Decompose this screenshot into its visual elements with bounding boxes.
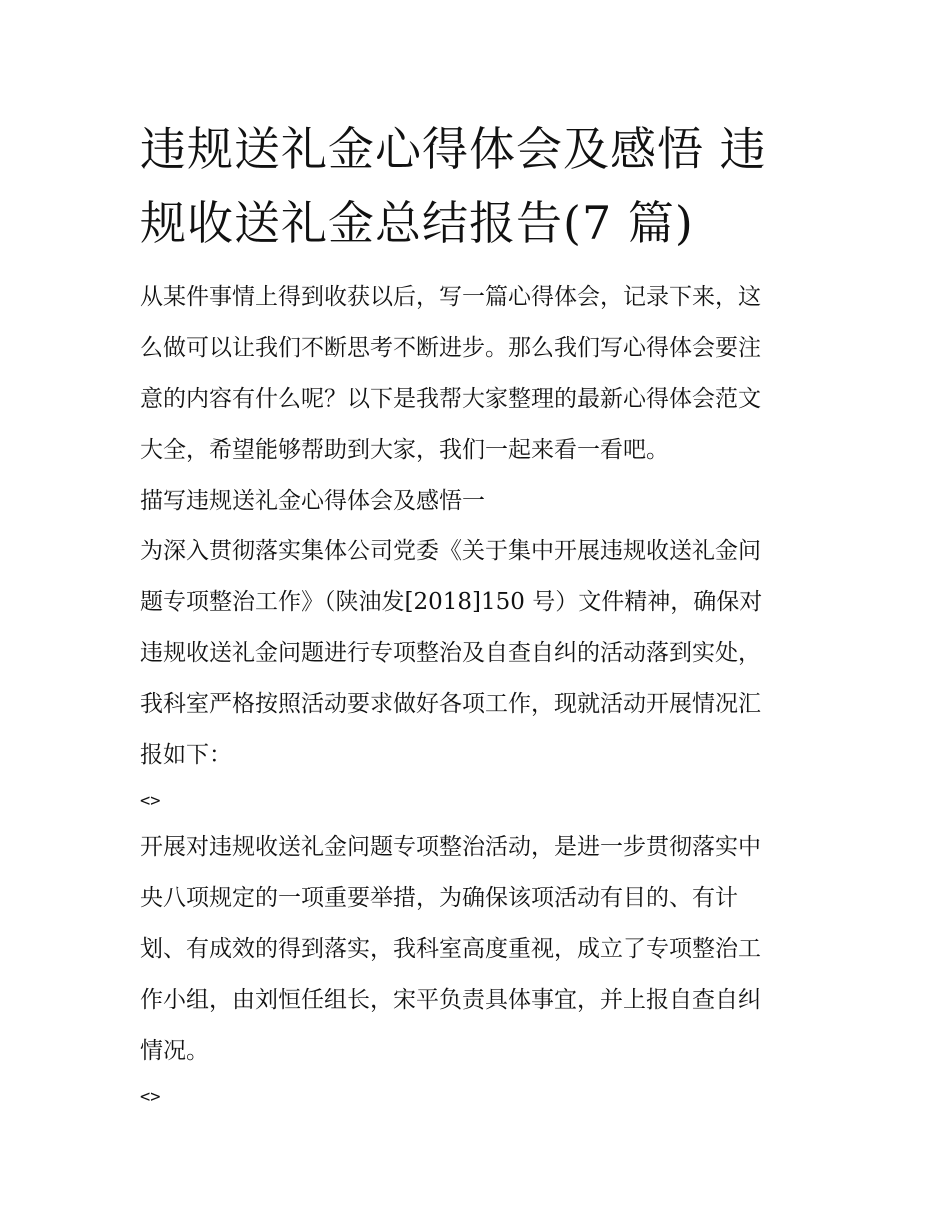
paragraph-line: 报如下： (140, 742, 232, 768)
section-marker: <> (140, 1087, 161, 1107)
paragraph-2 (140, 822, 812, 1077)
paragraph-line: 作小组，由刘恒任组长，宋平负责具体事宜，并上报自查自纠 (140, 987, 761, 1013)
intro-paragraph (140, 272, 812, 476)
document-title (140, 112, 812, 260)
intro-line: 从某件事情上得到收获以后，写一篇心得体会，记录下来，这 (140, 284, 761, 310)
document-page (140, 112, 812, 1118)
paragraph-1 (140, 526, 812, 781)
title-line: 违规送礼金心得体会及感悟 违 (140, 122, 767, 176)
intro-line: 大全，希望能够帮助到大家，我们一起来看一看吧。 (140, 437, 669, 463)
paragraph-line: 央八项规定的一项重要举措，为确保该项活动有目的、有计 (140, 885, 738, 911)
document-body (140, 272, 812, 1118)
section-marker: <> (140, 791, 161, 811)
section-heading: 描写违规送礼金心得体会及感悟一 (140, 488, 485, 514)
paragraph-line: 为深入贯彻落实集体公司党委《关于集中开展违规收送礼金问 (140, 538, 761, 564)
paragraph-line: 情况。 (140, 1038, 209, 1064)
paragraph-line: 我科室严格按照活动要求做好各项工作，现就活动开展情况汇 (140, 691, 761, 717)
paragraph-line: 题专项整治工作》（陕油发[2018]150 号）文件精神，确保对 (140, 589, 763, 615)
title-line: 规收送礼金总结报告(7 篇) (140, 196, 694, 250)
paragraph-line: 划、有成效的得到落实，我科室高度重视，成立了专项整治工 (140, 936, 761, 962)
paragraph-line: 开展对违规收送礼金问题专项整治活动，是进一步贯彻落实中 (140, 834, 761, 860)
intro-line: 么做可以让我们不断思考不断进步。那么我们写心得体会要注 (140, 335, 761, 361)
paragraph-line: 违规收送礼金问题进行专项整治及自查自纠的活动落到实处， (140, 640, 761, 666)
intro-line: 意的内容有什么呢？以下是我帮大家整理的最新心得体会范文 (140, 386, 761, 412)
